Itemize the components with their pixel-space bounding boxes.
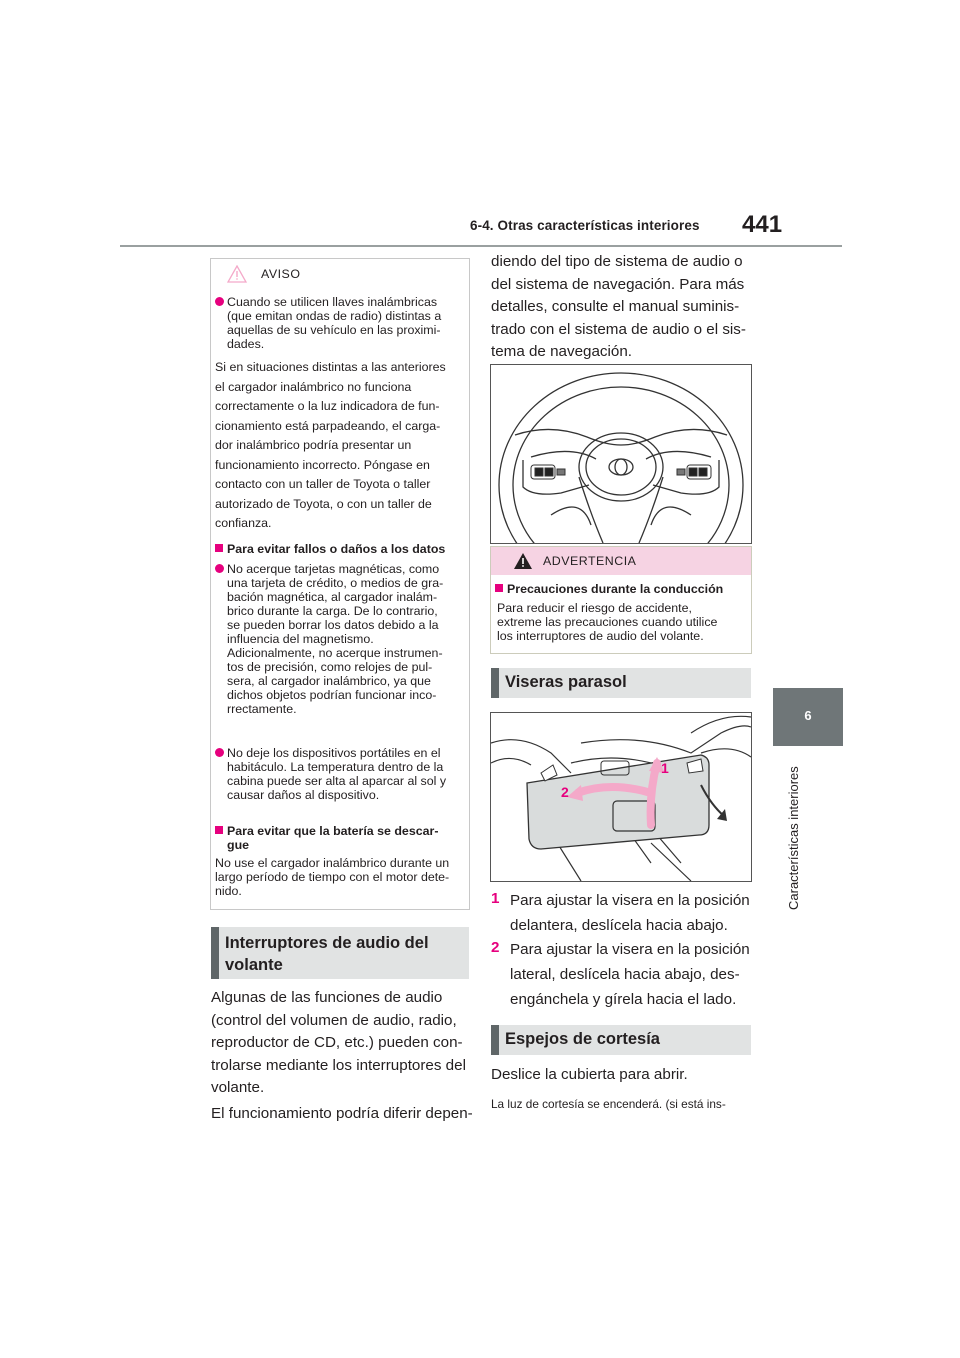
caution-subheading: Para evitar que la batería se descar- gue (227, 824, 465, 852)
chapter-number: 6 (804, 708, 812, 723)
section-header-mirrors: Espejos de cortesía (491, 1025, 751, 1055)
line: trolarse mediante los interruptores del (211, 1056, 466, 1074)
audio-body-continued (491, 251, 753, 364)
line: reproductor de CD, etc.) pueden con- (211, 1034, 463, 1051)
sun-visor-drawing (491, 713, 751, 881)
warning-box (490, 546, 752, 654)
caution-bullet (227, 746, 465, 802)
line: (control del volumen de audio, radio, (211, 1011, 457, 1029)
caution-box (210, 258, 470, 910)
step-number: 1 (491, 890, 500, 907)
line: No use el cargador inalámbrico durante un (215, 856, 450, 870)
line: los interruptores de audio del volante. (497, 629, 704, 643)
line: correctamente o la luz indicadora de fun- (215, 399, 440, 413)
line: dades. (227, 337, 265, 351)
page-number: 441 (742, 211, 783, 238)
line: extreme las precauciones cuando utilice (497, 615, 718, 629)
line: Interruptores de audio del (225, 934, 429, 952)
line: del sistema de navegación. Para más (491, 275, 745, 293)
warning-triangle-icon (513, 552, 533, 570)
line: Para ajustar la visera en la posición (510, 892, 750, 909)
section-heading: 6-4. Otras características interiores (470, 218, 700, 233)
warning-text (497, 601, 747, 643)
bullet-icon (215, 748, 224, 757)
line: confianza. (215, 516, 272, 530)
line: sera, al cargador inalámbrico, ya que (227, 674, 431, 688)
line: volante (225, 956, 283, 974)
step-2 (491, 937, 761, 1012)
caution-subheading: Para evitar fallos o daños a los datos (227, 542, 465, 556)
steering-wheel-drawing (491, 365, 751, 543)
step-number: 2 (491, 939, 500, 956)
warning-header (491, 547, 751, 575)
header-rule (120, 245, 842, 247)
line: Para reducir el riesgo de accidente, (497, 601, 692, 615)
line: influencia del magnetismo. (227, 632, 374, 646)
warning-triangle-icon (227, 265, 247, 283)
line: se pueden borrar los datos debido a la (227, 618, 439, 632)
warning-subheading: Precauciones durante la conducción (507, 582, 723, 596)
callout-2: 2 (561, 784, 569, 800)
sun-visor-illustration (490, 712, 752, 882)
line: dichos objetos podrían funcionar inco- (227, 688, 437, 702)
line: Cuando se utilicen llaves inalámbricas (227, 295, 438, 309)
line: El funcionamiento podría diferir depen- (211, 1104, 473, 1122)
line: aquellas de su vehículo en las proximi- (227, 323, 441, 337)
line: No acerque tarjetas magnéticas, como (227, 562, 440, 576)
line: tema de navegación. (491, 343, 633, 360)
caution-paragraph (215, 856, 463, 898)
caution-bullet (227, 562, 465, 716)
line: el cargador inalámbrico no funciona (215, 379, 412, 394)
line: autorizado de Toyota, o con un taller de (215, 496, 432, 511)
line: No deje los dispositivos portátiles en el (227, 746, 441, 760)
line: nido. (215, 884, 242, 898)
line: Para ajustar la visera en la posición (510, 941, 750, 958)
caution-header (211, 259, 469, 289)
line: habitáculo. La temperatura dentro de la (227, 760, 444, 774)
audio-body-text (211, 987, 473, 1125)
caution-paragraph (215, 360, 463, 536)
line: causar daños al dispositivo. (227, 788, 380, 802)
mirror-note: La luz de cortesía se encenderá. (si está ins- (491, 1097, 726, 1111)
line: contacto con un taller de Toyota o taller (215, 477, 431, 491)
line: rrectamente. (227, 702, 297, 716)
line: cionamiento está parpadeando, el carga- (215, 418, 441, 433)
line: detalles, consulte el manual suminis- (491, 298, 740, 315)
mirror-body-text: Deslice la cubierta para abrir. (491, 1066, 688, 1083)
line: (que emitan ondas de radio) distintas a (227, 309, 442, 323)
line: dor inalámbrico podría presentar un (215, 438, 412, 452)
line: bación magnética, al cargador inalám- (227, 590, 438, 604)
bullet-icon (215, 297, 224, 306)
warning-title: ADVERTENCIA (543, 554, 637, 568)
line: lateral, deslícela hacia abajo, des- (510, 966, 740, 983)
line: cabina puede ser alta al aparcar al sol y (227, 774, 447, 788)
section-header-audio (211, 927, 469, 979)
square-bullet-icon (215, 544, 223, 552)
chapter-label: Características interiores (786, 766, 801, 910)
line: Si en situaciones distintas a las anteriores (215, 360, 446, 374)
callout-1: 1 (661, 760, 669, 776)
square-bullet-icon (495, 584, 503, 592)
steering-wheel-illustration (490, 364, 752, 544)
section-header-visors: Viseras parasol (491, 668, 751, 698)
caution-title: AVISO (261, 267, 301, 281)
line: diendo del tipo de sistema de audio o (491, 253, 743, 270)
line: funcionamiento incorrecto. Póngase en (215, 457, 430, 472)
line: volante. (211, 1079, 265, 1096)
line: Algunas de las funciones de audio (211, 989, 443, 1006)
line: Adicionalmente, no acerque instrumen- (227, 646, 443, 660)
line: largo período de tiempo con el motor dete- (215, 870, 450, 884)
bullet-icon (215, 564, 224, 573)
caution-bullet (227, 295, 465, 351)
line: delantera, deslícela hacia abajo. (510, 917, 728, 934)
line: trado con el sistema de audio o el sis- (491, 320, 746, 338)
square-bullet-icon (215, 826, 223, 834)
line: engánchela y gírela hacia el lado. (510, 991, 737, 1008)
line: una tarjeta de crédito, o medios de gra- (227, 576, 444, 590)
line: brico durante la carga. De lo contrario, (227, 604, 438, 618)
step-1 (491, 888, 761, 938)
line: tos de precisión, como relojes de pul- (227, 660, 433, 674)
